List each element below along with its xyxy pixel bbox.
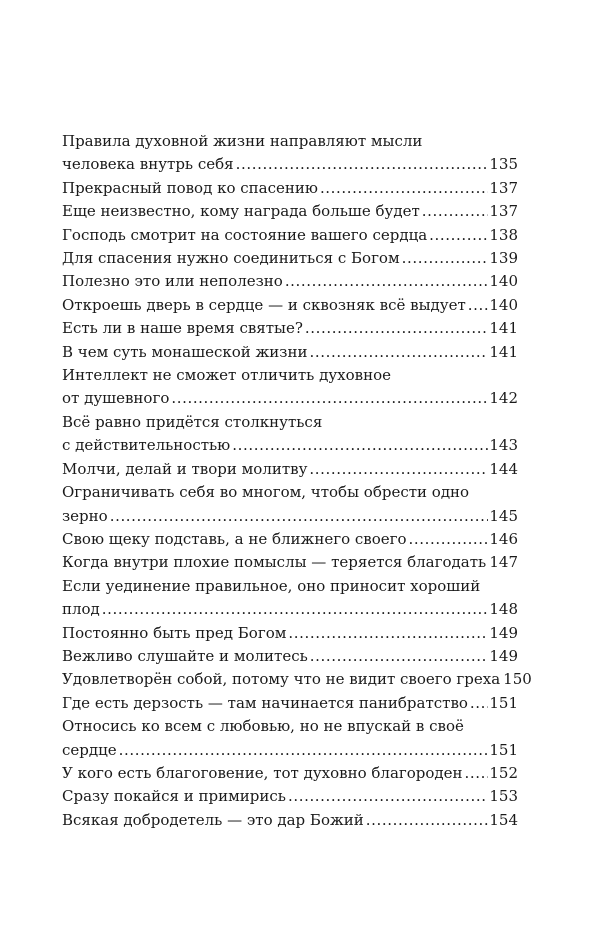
toc-entry bbox=[62, 458, 518, 481]
toc-entry bbox=[62, 270, 518, 293]
toc-entry bbox=[62, 575, 518, 622]
toc-entry-final-line bbox=[62, 668, 532, 691]
toc-entry bbox=[62, 177, 518, 200]
toc-entry bbox=[62, 481, 518, 528]
toc-entry bbox=[62, 224, 518, 247]
toc-entry bbox=[62, 130, 518, 177]
toc-entry-title: В чем суть монашеской жизни bbox=[62, 342, 308, 361]
toc-entry bbox=[62, 364, 518, 411]
toc-entry-final-line bbox=[62, 294, 518, 317]
toc-entry-title: Всякая добродетель — это дар Божий bbox=[62, 810, 364, 829]
toc-page-number: 150 bbox=[503, 670, 532, 689]
toc-page-number: 149 bbox=[489, 646, 518, 665]
toc-entry-title: Прекрасный повод ко спасению bbox=[62, 178, 318, 197]
toc-entry-title: Вежливо слушайте и молитесь bbox=[62, 646, 308, 665]
toc-page-number: 144 bbox=[489, 459, 518, 478]
toc-entry bbox=[62, 528, 518, 551]
toc-entry-title-line: Относись ко всем с любовью, но не впускай в своё bbox=[62, 717, 464, 736]
toc-entry-title: Удовлетворён собой, потому что не видит своего греха bbox=[62, 670, 501, 689]
dot-leader bbox=[232, 434, 488, 457]
dot-leader bbox=[285, 270, 489, 293]
toc-page-number: 140 bbox=[489, 295, 518, 314]
toc-entry-final-line bbox=[62, 458, 518, 481]
toc-entry-final-line bbox=[62, 200, 518, 223]
toc-page-number: 137 bbox=[489, 178, 518, 197]
dot-leader bbox=[309, 458, 488, 481]
dot-leader bbox=[468, 294, 489, 317]
toc-page-number: 140 bbox=[489, 272, 518, 291]
toc-entry-final-line bbox=[62, 505, 518, 528]
toc-entry-title-line: Интеллект не сможет отличить духовное bbox=[62, 366, 392, 385]
toc-entry-title: Молчи, делай и твори молитву bbox=[62, 459, 308, 478]
toc-entry bbox=[62, 317, 518, 340]
toc-entry-title: с действительностью bbox=[62, 436, 231, 455]
toc-page-number: 137 bbox=[489, 202, 518, 221]
dot-leader bbox=[402, 247, 489, 270]
toc-page-number: 154 bbox=[489, 810, 518, 829]
toc-entry-final-line bbox=[62, 762, 518, 785]
toc-entry bbox=[62, 692, 518, 715]
toc-page-number: 146 bbox=[489, 529, 518, 548]
toc-entry-title: Откроешь дверь в сердце — и сквозняк всё выдует bbox=[62, 295, 466, 314]
toc-entry bbox=[62, 294, 518, 317]
toc-entry bbox=[62, 762, 518, 785]
toc-entry-title: от душевного bbox=[62, 389, 170, 408]
toc-entry-final-line bbox=[62, 224, 518, 247]
toc-entry bbox=[62, 645, 518, 668]
toc-entry-title-line: Правила духовной жизни направляют мысли bbox=[62, 132, 423, 150]
toc-entry-title-line: Ограничивать себя во многом, чтобы обрести одно bbox=[62, 483, 470, 502]
toc-entry bbox=[62, 411, 518, 458]
toc-entry-final-line bbox=[62, 622, 518, 645]
toc-entry-final-line bbox=[62, 551, 518, 574]
toc-entry-final-line bbox=[62, 177, 518, 200]
toc-entry-title-line: Если уединение правильное, оно приносит хороший bbox=[62, 576, 481, 595]
toc-entry bbox=[62, 247, 518, 270]
toc-entry-final-line bbox=[62, 317, 518, 340]
dot-leader bbox=[422, 200, 489, 223]
toc-page-number: 138 bbox=[489, 225, 518, 244]
toc-page-number: 142 bbox=[489, 389, 518, 408]
toc-entry-final-line bbox=[62, 153, 518, 176]
toc-entry bbox=[62, 715, 518, 762]
dot-leader bbox=[102, 598, 489, 621]
dot-leader bbox=[465, 762, 489, 785]
toc-entry-final-line bbox=[62, 387, 518, 410]
toc-page-number: 139 bbox=[489, 249, 518, 268]
toc-entry-final-line bbox=[62, 434, 518, 457]
dot-leader bbox=[310, 645, 489, 668]
dot-leader bbox=[429, 224, 488, 247]
toc-page-number: 141 bbox=[489, 342, 518, 361]
dot-leader bbox=[320, 177, 488, 200]
toc-entry bbox=[62, 200, 518, 223]
dot-leader bbox=[236, 153, 489, 176]
toc-entry bbox=[62, 785, 518, 808]
toc-entry-title: Для спасения нужно соединиться с Богом bbox=[62, 249, 400, 268]
dot-leader bbox=[305, 317, 488, 340]
toc-page-number: 151 bbox=[489, 693, 518, 712]
dot-leader bbox=[110, 505, 489, 528]
dot-leader bbox=[366, 809, 489, 832]
toc-entry-title: Есть ли в наше время святые? bbox=[62, 319, 303, 338]
toc-entry-title: Свою щеку подставь, а не ближнего своего bbox=[62, 529, 407, 548]
toc-entry-title-line: Всё равно придётся столкнуться bbox=[62, 412, 323, 431]
toc-entry-final-line bbox=[62, 341, 518, 364]
dot-leader bbox=[310, 341, 489, 364]
toc-entry-title: зерно bbox=[62, 506, 108, 525]
toc-entry bbox=[62, 668, 532, 691]
dot-leader bbox=[470, 692, 488, 715]
dot-leader bbox=[119, 739, 489, 762]
toc-entry-title: Господь смотрит на состояние вашего сердца bbox=[62, 225, 428, 244]
toc-page-number: 141 bbox=[489, 319, 518, 338]
toc-page-number: 135 bbox=[489, 155, 518, 174]
toc-entry-title: Еще неизвестно, кому награда больше будет bbox=[62, 202, 420, 221]
toc-entry-title: Полезно это или неполезно bbox=[62, 272, 283, 291]
toc-entry-final-line bbox=[62, 785, 518, 808]
toc-entry-title: человека внутрь себя bbox=[62, 155, 234, 174]
toc-page-number: 153 bbox=[489, 787, 518, 806]
toc-entry-final-line bbox=[62, 528, 518, 551]
toc-entry-final-line bbox=[62, 247, 518, 270]
toc-page-number: 143 bbox=[489, 436, 518, 455]
toc-page-number: 149 bbox=[489, 623, 518, 642]
toc-entry bbox=[62, 551, 518, 574]
toc-entry-title: У кого есть благоговение, тот духовно благороден bbox=[62, 763, 463, 782]
toc-entry-final-line bbox=[62, 598, 518, 621]
toc-page-number: 147 bbox=[489, 553, 518, 572]
dot-leader bbox=[171, 387, 488, 410]
toc-entry-final-line bbox=[62, 809, 518, 832]
toc-entry bbox=[62, 622, 518, 645]
toc-entry-title: Где есть дерзость — там начинается панибратство bbox=[62, 693, 468, 712]
table-of-contents bbox=[62, 130, 532, 832]
toc-entry-title: плод bbox=[62, 600, 100, 619]
toc-entry-title: Сразу покайся и примирись bbox=[62, 787, 286, 806]
toc-entry-final-line bbox=[62, 692, 518, 715]
dot-leader bbox=[288, 622, 488, 645]
toc-entry-title: сердце bbox=[62, 740, 117, 759]
toc-page-number: 152 bbox=[489, 763, 518, 782]
toc-entry bbox=[62, 341, 518, 364]
toc-page-number: 145 bbox=[489, 506, 518, 525]
toc-entry-final-line bbox=[62, 739, 518, 762]
toc-entry-title: Постоянно быть пред Богом bbox=[62, 623, 287, 642]
toc-page-number: 148 bbox=[489, 600, 518, 619]
dot-leader bbox=[409, 528, 489, 551]
toc-entry bbox=[62, 809, 518, 832]
toc-entry-final-line bbox=[62, 645, 518, 668]
toc-page-number: 151 bbox=[489, 740, 518, 759]
dot-leader bbox=[288, 785, 488, 808]
toc-entry-final-line bbox=[62, 270, 518, 293]
toc-entry-title: Когда внутри плохие помыслы — теряется благодать bbox=[62, 553, 487, 572]
